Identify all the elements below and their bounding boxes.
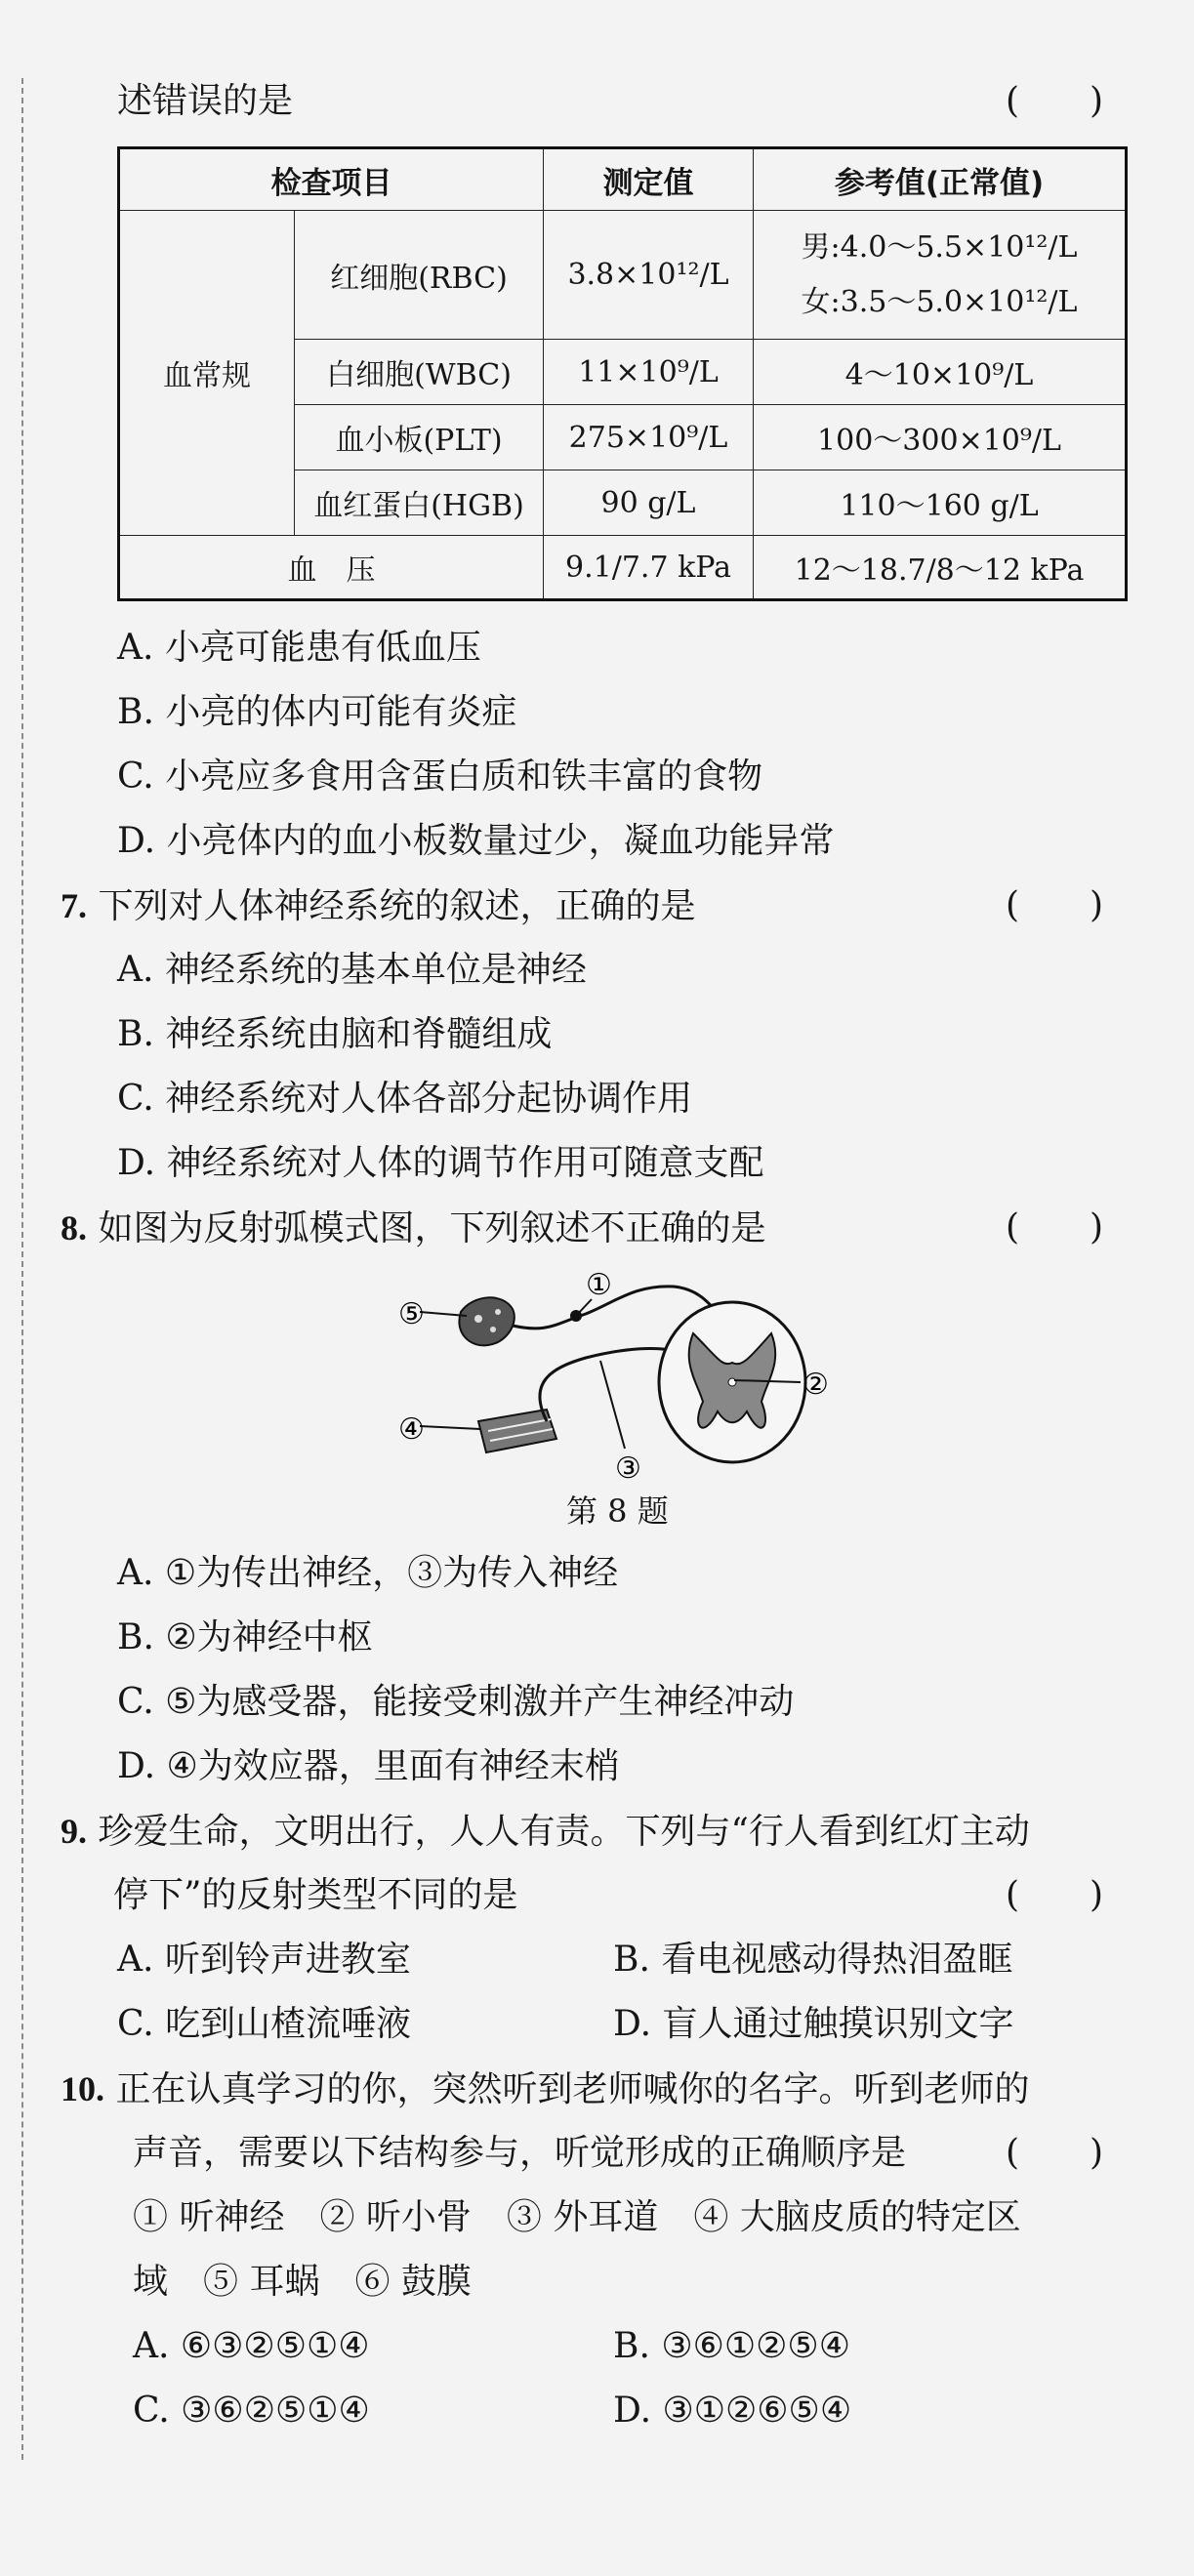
binding-margin-line (21, 78, 23, 2460)
q8-option-b[interactable]: B. ②为神经中枢 (117, 1617, 373, 1657)
q7-number: 7. (61, 886, 87, 925)
q7-stem-text: 下列对人体神经系统的叙述，正确的是 (98, 886, 696, 926)
group-blood-routine: 血常规 (119, 211, 295, 536)
plt-reference: 100～300×10⁹/L (754, 405, 1127, 470)
reflex-arc-diagram (381, 1265, 859, 1490)
label-2: ② (803, 1368, 829, 1402)
rbc-value: 3.8×10¹²/L (544, 211, 754, 340)
q7-option-d[interactable]: D. 神经系统对人体的调节作用可随意支配 (117, 1143, 764, 1183)
q7-option-a[interactable]: A. 神经系统的基本单位是神经 (117, 950, 587, 990)
q6-option-a[interactable]: A. 小亮可能患有低血压 (117, 628, 481, 668)
q10-option-a[interactable]: A. ⑥③②⑤①④ (133, 2326, 370, 2366)
plt-value: 275×10⁹/L (544, 405, 754, 470)
q10-items-line2: 域 ⑤ 耳蜗 ⑥ 鼓膜 (133, 2262, 472, 2302)
q6-answer-paren[interactable]: ( ) (1006, 81, 1104, 121)
q10-stem-text1: 正在认真学习的你，突然听到老师喊你的名字。听到老师的 (115, 2069, 1030, 2109)
q8-option-a[interactable]: A. ①为传出神经，③为传入神经 (117, 1553, 619, 1593)
q9-stem-line1 (61, 1808, 1030, 1856)
q8-answer-paren[interactable]: ( ) (1006, 1207, 1104, 1247)
bp-value: 9.1/7.7 kPa (544, 536, 754, 600)
hgb-value: 90 g/L (544, 470, 754, 536)
q10-stem-line1 (61, 2065, 1029, 2113)
header-item: 检查项目 (119, 148, 544, 211)
q9-stem-line2: 停下”的反射类型不同的是 (113, 1875, 518, 1915)
q10-option-d[interactable]: D. ③①②⑥⑤④ (613, 2391, 852, 2431)
q10-answer-paren[interactable]: ( ) (1006, 2133, 1104, 2173)
q6-option-b[interactable]: B. 小亮的体内可能有炎症 (117, 692, 517, 732)
q7-answer-paren[interactable]: ( ) (1006, 885, 1104, 925)
rbc-reference (754, 211, 1127, 340)
q8-number: 8. (61, 1208, 87, 1247)
q8-option-d[interactable]: D. ④为效应器，里面有神经末梢 (117, 1746, 620, 1786)
plt-item: 血小板(PLT) (295, 405, 544, 470)
label-1: ① (586, 1268, 612, 1302)
hgb-item: 血红蛋白(HGB) (295, 470, 544, 536)
wbc-reference: 4～10×10⁹/L (754, 340, 1127, 405)
q8-figure-caption: 第 8 题 (566, 1492, 669, 1530)
q7-option-c[interactable]: C. 神经系统对人体各部分起协调作用 (117, 1079, 693, 1119)
q10-items-line1: ① 听神经 ② 听小骨 ③ 外耳道 ④ 大脑皮质的特定区 (133, 2197, 1021, 2237)
q10-stem-line2: 声音，需要以下结构参与，听觉形成的正确顺序是 (133, 2133, 907, 2173)
q10-option-b[interactable]: B. ③⑥①②⑤④ (613, 2326, 850, 2366)
q6-option-d[interactable]: D. 小亮体内的血小板数量过少，凝血功能异常 (117, 821, 835, 861)
q6-option-c[interactable]: C. 小亮应多食用含蛋白质和铁丰富的食物 (117, 756, 763, 797)
receptor-shape (459, 1297, 514, 1345)
blood-test-table (117, 146, 1128, 601)
q9-stem-text1: 珍爱生命，文明出行，人人有责。下列与“行人看到红灯主动 (98, 1812, 1030, 1852)
label-4: ④ (398, 1412, 425, 1447)
header-value: 测定值 (544, 148, 754, 211)
hgb-reference: 110～160 g/L (754, 470, 1127, 536)
q9-answer-paren[interactable]: ( ) (1006, 1875, 1104, 1915)
q8-stem-text: 如图为反射弧模式图，下列叙述不正确的是 (98, 1208, 766, 1248)
q9-option-a[interactable]: A. 听到铃声进教室 (117, 1940, 411, 1980)
rbc-item: 红细胞(RBC) (295, 211, 544, 340)
bp-item: 血 压 (119, 536, 544, 600)
q10-option-c[interactable]: C. ③⑥②⑤①④ (133, 2391, 370, 2431)
rbc-ref-male: 男:4.0～5.5×10¹²/L (801, 229, 1078, 265)
wbc-value: 11×10⁹/L (544, 340, 754, 405)
label-3: ③ (615, 1452, 641, 1486)
q7-option-b[interactable]: B. 神经系统由脑和脊髓组成 (117, 1014, 553, 1054)
q7-stem (61, 882, 695, 930)
rbc-ref-female: 女:3.5～5.0×10¹²/L (801, 284, 1078, 319)
wbc-item: 白细胞(WBC) (295, 340, 544, 405)
q8-option-c[interactable]: C. ⑤为感受器，能接受刺激并产生神经冲动 (117, 1682, 795, 1722)
label-5: ⑤ (398, 1297, 425, 1331)
header-reference: 参考值(正常值) (754, 148, 1127, 211)
q9-option-d[interactable]: D. 盲人通过触摸识别文字 (613, 2004, 1014, 2044)
q9-number: 9. (61, 1812, 87, 1851)
bp-reference: 12～18.7/8～12 kPa (754, 536, 1127, 600)
q9-option-c[interactable]: C. 吃到山楂流唾液 (117, 2004, 412, 2044)
q6-stem-tail: 述错误的是 (117, 81, 294, 121)
q8-stem (61, 1205, 765, 1252)
q9-option-b[interactable]: B. 看电视感动得热泪盈眶 (613, 1940, 1013, 1980)
q10-number: 10. (61, 2069, 104, 2108)
